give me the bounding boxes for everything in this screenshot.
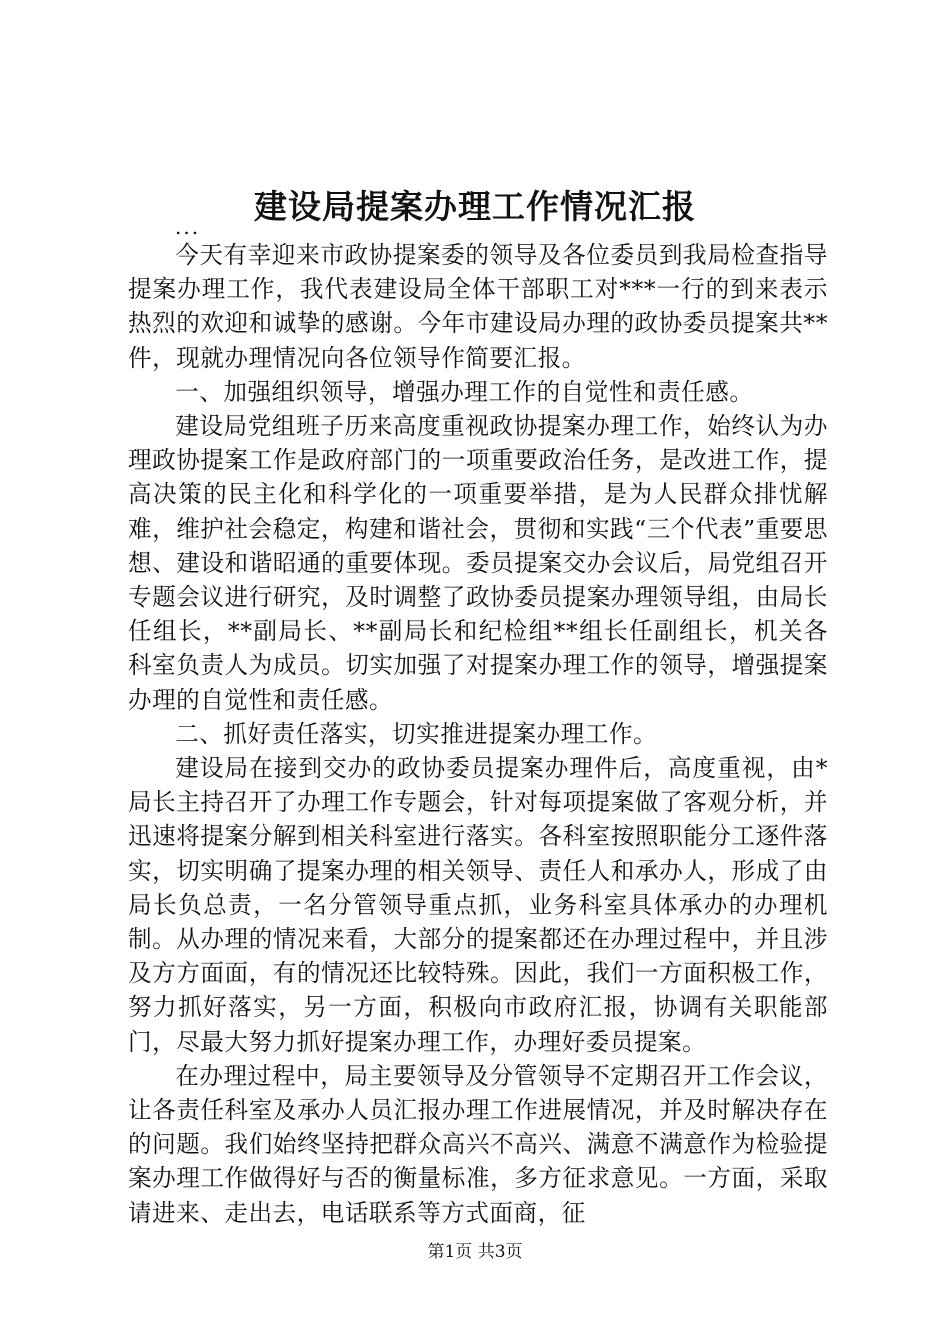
section-heading-2: 二、抓好责任落实，切实推进提案办理工作。 <box>175 719 658 748</box>
document-title: 建设局提案办理工作情况汇报 <box>254 187 696 226</box>
ellipsis-marker: ... <box>175 215 201 239</box>
section-heading-1: 一、加强组织领导，增强办理工作的自觉性和责任感。 <box>175 377 754 406</box>
paragraph-process: 在办理过程中，局主要领导及分管领导不定期召开工作会议，让各责任科室及承办人员汇报办理工作进展情况，并及时解决存在的问题。我们始终坚持把群众高兴不高兴、满意不满意作为检验提案办理工作做得好与否的衡量标准，多方征求意见。一方面，采取请进来、走出去，电话联系等方式面商，征 <box>128 1061 828 1227</box>
paragraph-section-2: 建设局在接到交办的政协委员提案办理件后，高度重视，由*局长主持召开了办理工作专题会，针对每项提案做了客观分析，并迅速将提案分解到相关科室进行落实。各科室按照职能分工逐件落实，切实明确了提案办理的相关领导、责任人和承办人，形成了由局长负总责，一名分管领导重点抓，业务科室具体承办的办理机制。从办理的情况来看，大部分的提案都还在办理过程中，并且涉及方方面面，有的情况还比较特殊。因此，我们一方面积极工作，努力抓好落实，另一方面，积极向市政府汇报，协调有关职能部门，尽最大努力抓好提案办理工作，办理好委员提案。 <box>128 754 828 1056</box>
document-body <box>128 238 828 1230</box>
page-footer: 第1页 共3页 <box>427 1242 523 1262</box>
paragraph-section-1: 建设局党组班子历来高度重视政协提案办理工作，始终认为办理政协提案工作是政府部门的一项重要政治任务，是改进工作，提高决策的民主化和科学化的一项重要举措，是为人民群众排忧解难，维护社会稳定，构建和谐社会，贯彻和实践“三个代表”重要思想、建设和谐昭通的重要体现。委员提案交办会议后，局党组召开专题会议进行研究，及时调整了政协委员提案办理领导组，由局长任组长，**副局长、**副局长和纪检组**组长任副组长，机关各科室负责人为成员。切实加强了对提案办理工作的领导，增强提案办理的自觉性和责任感。 <box>128 412 828 714</box>
paragraph-intro: 今天有幸迎来市政协提案委的领导及各位委员到我局检查指导提案办理工作，我代表建设局全体干部职工对***一行的到来表示热烈的欢迎和诚挚的感谢。今年市建设局办理的政协委员提案共**件，现就办理情况向各位领导作简要汇报。 <box>128 241 828 372</box>
